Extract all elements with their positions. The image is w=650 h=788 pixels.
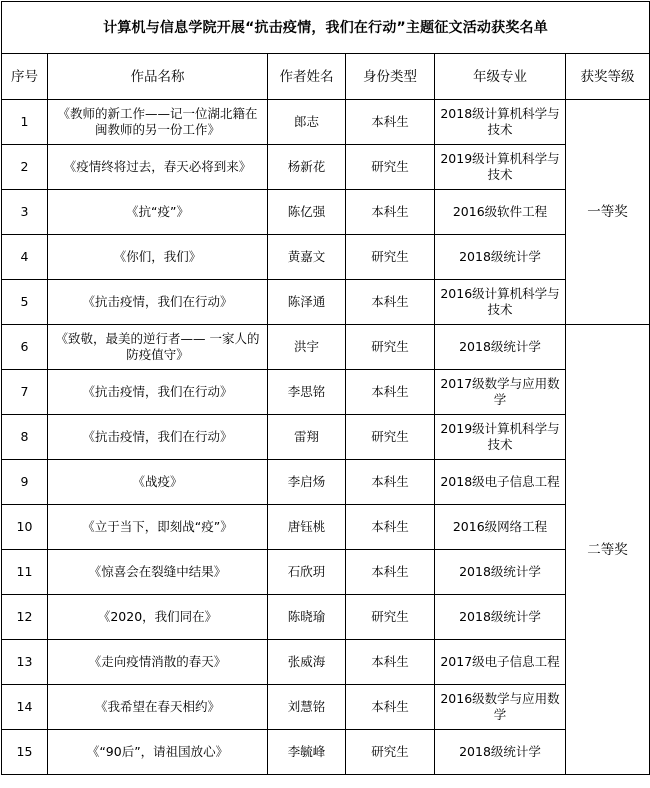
header-work-title: 作品名称 xyxy=(48,54,268,100)
cell-grade-major: 2016级网络工程 xyxy=(435,505,566,550)
cell-no: 13 xyxy=(2,640,48,685)
table-row xyxy=(2,730,650,775)
header-author: 作者姓名 xyxy=(268,54,346,100)
cell-author: 陈亿强 xyxy=(268,190,346,235)
cell-grade-major: 2018级统计学 xyxy=(435,550,566,595)
table-row xyxy=(2,640,650,685)
header-award-level: 获奖等级 xyxy=(566,54,650,100)
cell-author: 石欣玥 xyxy=(268,550,346,595)
cell-work-title: 《走向疫情消散的春天》 xyxy=(48,640,268,685)
cell-grade-major: 2016级软件工程 xyxy=(435,190,566,235)
cell-work-title: 《惊喜会在裂缝中结果》 xyxy=(48,550,268,595)
title-row xyxy=(2,2,650,54)
cell-work-title: 《“90后”，请祖国放心》 xyxy=(48,730,268,775)
cell-no: 2 xyxy=(2,145,48,190)
cell-identity: 本科生 xyxy=(346,550,435,595)
cell-no: 10 xyxy=(2,505,48,550)
table-row xyxy=(2,460,650,505)
cell-grade-major: 2017级数学与应用数学 xyxy=(435,370,566,415)
cell-author: 李启炀 xyxy=(268,460,346,505)
cell-identity: 本科生 xyxy=(346,505,435,550)
cell-work-title: 《致敬，最美的逆行者—— 一家人的防疫值守》 xyxy=(48,325,268,370)
cell-grade-major: 2016级数学与应用数学 xyxy=(435,685,566,730)
cell-work-title: 《抗击疫情，我们在行动》 xyxy=(48,370,268,415)
cell-grade-major: 2018级统计学 xyxy=(435,325,566,370)
cell-identity: 研究生 xyxy=(346,325,435,370)
header-row xyxy=(2,54,650,100)
cell-grade-major: 2017级电子信息工程 xyxy=(435,640,566,685)
cell-identity: 本科生 xyxy=(346,190,435,235)
table-row xyxy=(2,235,650,280)
cell-author: 陈泽通 xyxy=(268,280,346,325)
cell-work-title: 《2020，我们同在》 xyxy=(48,595,268,640)
cell-author: 李思铭 xyxy=(268,370,346,415)
cell-no: 5 xyxy=(2,280,48,325)
cell-author: 杨新花 xyxy=(268,145,346,190)
table-row xyxy=(2,505,650,550)
table-row xyxy=(2,370,650,415)
cell-work-title: 《教师的新工作——记一位湖北籍在闽教师的另一份工作》 xyxy=(48,100,268,145)
cell-author: 郎志 xyxy=(268,100,346,145)
header-identity: 身份类型 xyxy=(346,54,435,100)
table-title: 计算机与信息学院开展“抗击疫情，我们在行动”主题征文活动获奖名单 xyxy=(2,2,650,54)
cell-no: 11 xyxy=(2,550,48,595)
cell-work-title: 《抗击疫情，我们在行动》 xyxy=(48,415,268,460)
cell-work-title: 《疫情终将过去，春天必将到来》 xyxy=(48,145,268,190)
cell-author: 张威海 xyxy=(268,640,346,685)
cell-grade-major: 2016级计算机科学与技术 xyxy=(435,280,566,325)
cell-author: 黄嘉文 xyxy=(268,235,346,280)
cell-work-title: 《战疫》 xyxy=(48,460,268,505)
cell-author: 李毓峰 xyxy=(268,730,346,775)
cell-identity: 研究生 xyxy=(346,730,435,775)
cell-author: 陈晓瑜 xyxy=(268,595,346,640)
cell-grade-major: 2018级统计学 xyxy=(435,595,566,640)
table-row xyxy=(2,595,650,640)
cell-grade-major: 2018级电子信息工程 xyxy=(435,460,566,505)
header-no: 序号 xyxy=(2,54,48,100)
cell-identity: 本科生 xyxy=(346,280,435,325)
cell-no: 1 xyxy=(2,100,48,145)
cell-grade-major: 2018级统计学 xyxy=(435,730,566,775)
table-row xyxy=(2,325,650,370)
cell-no: 14 xyxy=(2,685,48,730)
cell-identity: 研究生 xyxy=(346,595,435,640)
cell-identity: 本科生 xyxy=(346,370,435,415)
cell-no: 6 xyxy=(2,325,48,370)
award-level-first: 一等奖 xyxy=(566,100,650,325)
cell-identity: 本科生 xyxy=(346,640,435,685)
cell-no: 7 xyxy=(2,370,48,415)
cell-grade-major: 2018级计算机科学与技术 xyxy=(435,100,566,145)
cell-identity: 本科生 xyxy=(346,685,435,730)
cell-identity: 研究生 xyxy=(346,235,435,280)
cell-grade-major: 2018级统计学 xyxy=(435,235,566,280)
cell-author: 洪宇 xyxy=(268,325,346,370)
table-row xyxy=(2,100,650,145)
cell-no: 9 xyxy=(2,460,48,505)
cell-author: 刘慧铭 xyxy=(268,685,346,730)
cell-identity: 本科生 xyxy=(346,100,435,145)
cell-identity: 本科生 xyxy=(346,460,435,505)
table-row xyxy=(2,415,650,460)
table-row xyxy=(2,145,650,190)
cell-no: 8 xyxy=(2,415,48,460)
cell-no: 12 xyxy=(2,595,48,640)
cell-work-title: 《我希望在春天相约》 xyxy=(48,685,268,730)
cell-grade-major: 2019级计算机科学与技术 xyxy=(435,145,566,190)
cell-author: 唐钰桃 xyxy=(268,505,346,550)
award-list-table xyxy=(1,1,650,775)
table-row xyxy=(2,685,650,730)
cell-no: 15 xyxy=(2,730,48,775)
table-row xyxy=(2,550,650,595)
cell-identity: 研究生 xyxy=(346,145,435,190)
cell-no: 3 xyxy=(2,190,48,235)
cell-no: 4 xyxy=(2,235,48,280)
table-row xyxy=(2,190,650,235)
cell-work-title: 《立于当下，即刻战“疫”》 xyxy=(48,505,268,550)
award-level-second: 二等奖 xyxy=(566,325,650,775)
cell-author: 雷翔 xyxy=(268,415,346,460)
header-grade-major: 年级专业 xyxy=(435,54,566,100)
table-row xyxy=(2,280,650,325)
cell-grade-major: 2019级计算机科学与技术 xyxy=(435,415,566,460)
cell-work-title: 《抗击疫情，我们在行动》 xyxy=(48,280,268,325)
cell-identity: 研究生 xyxy=(346,415,435,460)
cell-work-title: 《抗“疫”》 xyxy=(48,190,268,235)
cell-work-title: 《你们，我们》 xyxy=(48,235,268,280)
